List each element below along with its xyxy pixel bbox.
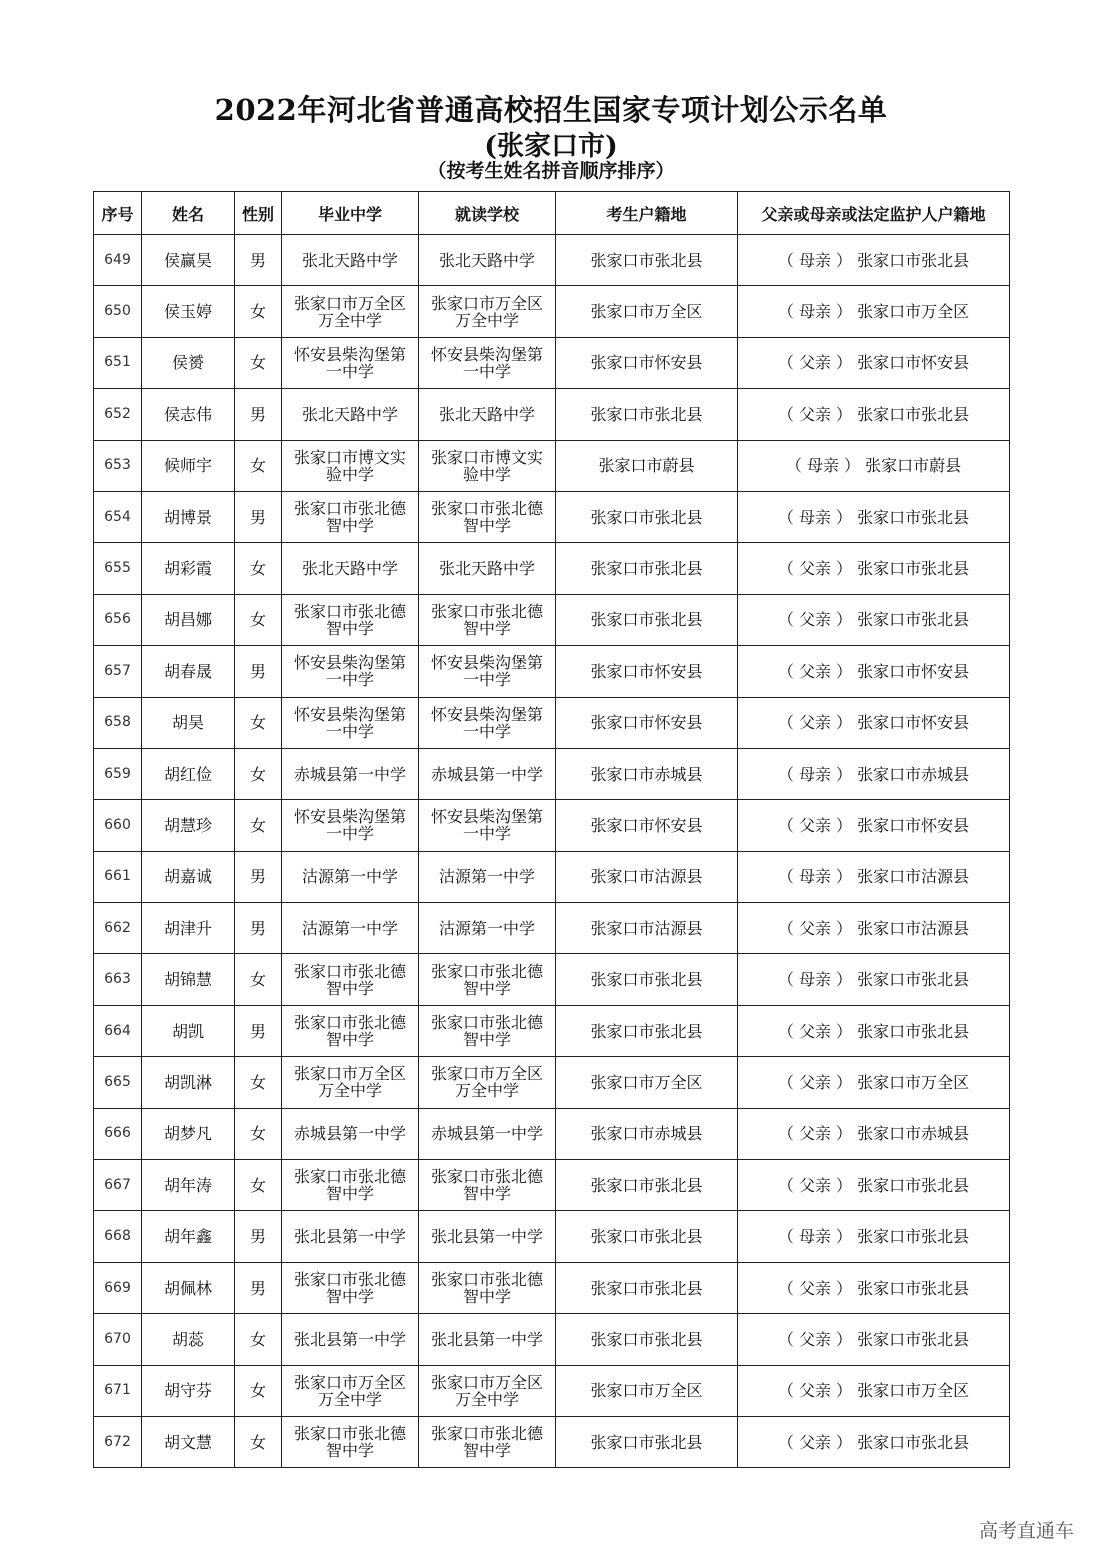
seq-cell: 664 [94, 1005, 142, 1056]
residence-cell: 张家口市怀安县 [556, 337, 738, 388]
graduated-school-cell: 怀安县柴沟堡第一中学 [282, 697, 419, 748]
table-row [94, 1314, 1010, 1365]
table-row [94, 389, 1010, 440]
gender-cell: 女 [235, 286, 282, 337]
name-cell: 胡守芬 [142, 1365, 235, 1416]
graduated-school-cell: 怀安县柴沟堡第一中学 [282, 337, 419, 388]
gender-cell: 女 [235, 337, 282, 388]
residence-cell: 张家口市张北县 [556, 594, 738, 645]
graduated-school-cell: 张家口市万全区万全中学 [282, 1365, 419, 1416]
table-row [94, 1057, 1010, 1108]
current-school-cell: 张家口市张北德智中学 [419, 1416, 556, 1467]
watermark-text: 高考直通车 [978, 1520, 1074, 1542]
residence-cell: 张家口市张北县 [556, 1211, 738, 1262]
gender-cell: 女 [235, 440, 282, 491]
table-row [94, 1211, 1010, 1262]
residence-cell: 张家口市怀安县 [556, 646, 738, 697]
guardian-residence-cell: （ 父亲 ） 张家口市张北县 [738, 543, 1010, 594]
graduated-school-cell: 张家口市张北德智中学 [282, 1416, 419, 1467]
graduated-school-cell: 张家口市张北德智中学 [282, 1262, 419, 1313]
table-row [94, 1416, 1010, 1467]
residence-cell: 张家口市赤城县 [556, 1108, 738, 1159]
table-body [94, 235, 1010, 1468]
name-cell: 胡锦慧 [142, 954, 235, 1005]
guardian-residence-cell: （ 母亲 ） 张家口市万全区 [738, 286, 1010, 337]
guardian-residence-cell: （ 父亲 ） 张家口市张北县 [738, 594, 1010, 645]
graduated-school-cell: 沽源第一中学 [282, 903, 419, 954]
name-cell: 候师宇 [142, 440, 235, 491]
current-school-cell: 张北县第一中学 [419, 1211, 556, 1262]
graduated-school-cell: 张北县第一中学 [282, 1211, 419, 1262]
graduated-school-cell: 怀安县柴沟堡第一中学 [282, 800, 419, 851]
guardian-residence-cell: （ 父亲 ） 张家口市沽源县 [738, 903, 1010, 954]
graduated-school-cell: 张北县第一中学 [282, 1314, 419, 1365]
name-cell: 胡春晟 [142, 646, 235, 697]
gender-cell: 女 [235, 1108, 282, 1159]
column-header-gender: 性别 [235, 192, 282, 235]
name-cell: 胡昊 [142, 697, 235, 748]
name-cell: 侯志伟 [142, 389, 235, 440]
graduated-school-cell: 张家口市万全区万全中学 [282, 1057, 419, 1108]
name-cell: 侯赢昊 [142, 235, 235, 286]
graduated-school-cell: 沽源第一中学 [282, 851, 419, 902]
current-school-cell: 张家口市博文实验中学 [419, 440, 556, 491]
table-row [94, 337, 1010, 388]
seq-cell: 661 [94, 851, 142, 902]
current-school-cell: 沽源第一中学 [419, 903, 556, 954]
guardian-residence-cell: （ 父亲 ） 张家口市张北县 [738, 389, 1010, 440]
current-school-cell: 张北天路中学 [419, 389, 556, 440]
table-row [94, 1005, 1010, 1056]
table-row [94, 903, 1010, 954]
name-cell: 胡文慧 [142, 1416, 235, 1467]
residence-cell: 张家口市怀安县 [556, 697, 738, 748]
residence-cell: 张家口市万全区 [556, 1057, 738, 1108]
table-row [94, 543, 1010, 594]
seq-cell: 672 [94, 1416, 142, 1467]
name-cell: 胡凯 [142, 1005, 235, 1056]
column-header-graduated-school: 毕业中学 [282, 192, 419, 235]
seq-cell: 671 [94, 1365, 142, 1416]
current-school-cell: 张家口市张北德智中学 [419, 594, 556, 645]
table-row [94, 954, 1010, 1005]
residence-cell: 张家口市张北县 [556, 543, 738, 594]
seq-cell: 666 [94, 1108, 142, 1159]
current-school-cell: 怀安县柴沟堡第一中学 [419, 337, 556, 388]
residence-cell: 张家口市怀安县 [556, 800, 738, 851]
table-row [94, 851, 1010, 902]
seq-cell: 658 [94, 697, 142, 748]
table-row [94, 646, 1010, 697]
name-cell: 胡年涛 [142, 1160, 235, 1211]
gender-cell: 男 [235, 1005, 282, 1056]
admission-roster-table [93, 191, 1010, 1468]
seq-cell: 670 [94, 1314, 142, 1365]
name-cell: 侯玉婷 [142, 286, 235, 337]
name-cell: 胡凯淋 [142, 1057, 235, 1108]
residence-cell: 张家口市沽源县 [556, 851, 738, 902]
guardian-residence-cell: （ 父亲 ） 张家口市张北县 [738, 1160, 1010, 1211]
residence-cell: 张家口市张北县 [556, 491, 738, 542]
guardian-residence-cell: （ 父亲 ） 张家口市怀安县 [738, 800, 1010, 851]
table-row [94, 286, 1010, 337]
gender-cell: 女 [235, 954, 282, 1005]
seq-cell: 650 [94, 286, 142, 337]
table-row [94, 440, 1010, 491]
graduated-school-cell: 张家口市张北德智中学 [282, 491, 419, 542]
name-cell: 胡蕊 [142, 1314, 235, 1365]
guardian-residence-cell: （ 父亲 ） 张家口市万全区 [738, 1057, 1010, 1108]
guardian-residence-cell: （ 父亲 ） 张家口市怀安县 [738, 697, 1010, 748]
graduated-school-cell: 张北天路中学 [282, 389, 419, 440]
graduated-school-cell: 张家口市张北德智中学 [282, 1005, 419, 1056]
name-cell: 胡博景 [142, 491, 235, 542]
name-cell: 胡彩霞 [142, 543, 235, 594]
column-header-current-school: 就读学校 [419, 192, 556, 235]
graduated-school-cell: 赤城县第一中学 [282, 748, 419, 799]
table-row [94, 1262, 1010, 1313]
current-school-cell: 张家口市万全区万全中学 [419, 286, 556, 337]
gender-cell: 男 [235, 491, 282, 542]
current-school-cell: 张家口市张北德智中学 [419, 1005, 556, 1056]
gender-cell: 男 [235, 851, 282, 902]
guardian-residence-cell: （ 父亲 ） 张家口市张北县 [738, 1262, 1010, 1313]
guardian-residence-cell: （ 母亲 ） 张家口市赤城县 [738, 748, 1010, 799]
seq-cell: 662 [94, 903, 142, 954]
seq-cell: 654 [94, 491, 142, 542]
current-school-cell: 怀安县柴沟堡第一中学 [419, 800, 556, 851]
table-row [94, 1108, 1010, 1159]
current-school-cell: 张北天路中学 [419, 543, 556, 594]
current-school-cell: 张北天路中学 [419, 235, 556, 286]
current-school-cell: 怀安县柴沟堡第一中学 [419, 697, 556, 748]
residence-cell: 张家口市张北县 [556, 1314, 738, 1365]
table-row [94, 1365, 1010, 1416]
graduated-school-cell: 张家口市张北德智中学 [282, 954, 419, 1005]
residence-cell: 张家口市张北县 [556, 235, 738, 286]
gender-cell: 男 [235, 1211, 282, 1262]
seq-cell: 652 [94, 389, 142, 440]
guardian-residence-cell: （ 母亲 ） 张家口市张北县 [738, 235, 1010, 286]
name-cell: 胡嘉诚 [142, 851, 235, 902]
name-cell: 胡昌娜 [142, 594, 235, 645]
residence-cell: 张家口市张北县 [556, 389, 738, 440]
table-row [94, 594, 1010, 645]
residence-cell: 张家口市万全区 [556, 286, 738, 337]
table-row [94, 1160, 1010, 1211]
column-header-residence: 考生户籍地 [556, 192, 738, 235]
residence-cell: 张家口市张北县 [556, 1160, 738, 1211]
current-school-cell: 沽源第一中学 [419, 851, 556, 902]
gender-cell: 女 [235, 1416, 282, 1467]
current-school-cell: 张北县第一中学 [419, 1314, 556, 1365]
table-row [94, 491, 1010, 542]
residence-cell: 张家口市张北县 [556, 1416, 738, 1467]
seq-cell: 668 [94, 1211, 142, 1262]
seq-cell: 656 [94, 594, 142, 645]
seq-cell: 660 [94, 800, 142, 851]
city-subtitle: (张家口市) [484, 131, 618, 162]
seq-cell: 669 [94, 1262, 142, 1313]
name-cell: 胡津升 [142, 903, 235, 954]
guardian-residence-cell: （ 母亲 ） 张家口市张北县 [738, 954, 1010, 1005]
gender-cell: 女 [235, 1314, 282, 1365]
table-row [94, 800, 1010, 851]
residence-cell: 张家口市张北县 [556, 1005, 738, 1056]
table-row [94, 748, 1010, 799]
gender-cell: 女 [235, 1160, 282, 1211]
graduated-school-cell: 张家口市万全区万全中学 [282, 286, 419, 337]
current-school-cell: 张家口市张北德智中学 [419, 954, 556, 1005]
name-cell: 胡慧珍 [142, 800, 235, 851]
column-header-seq: 序号 [94, 192, 142, 235]
page-title: 2022年河北省普通高校招生国家专项计划公示名单 [214, 93, 888, 127]
guardian-residence-cell: （ 父亲 ） 张家口市赤城县 [738, 1108, 1010, 1159]
gender-cell: 男 [235, 1262, 282, 1313]
gender-cell: 男 [235, 903, 282, 954]
residence-cell: 张家口市万全区 [556, 1365, 738, 1416]
current-school-cell: 怀安县柴沟堡第一中学 [419, 646, 556, 697]
seq-cell: 663 [94, 954, 142, 1005]
gender-cell: 女 [235, 1057, 282, 1108]
guardian-residence-cell: （ 父亲 ） 张家口市张北县 [738, 1314, 1010, 1365]
column-header-guardian-residence: 父亲或母亲或法定监护人户籍地 [738, 192, 1010, 235]
current-school-cell: 张家口市万全区万全中学 [419, 1057, 556, 1108]
current-school-cell: 张家口市张北德智中学 [419, 1160, 556, 1211]
graduated-school-cell: 张家口市张北德智中学 [282, 594, 419, 645]
table-header-row [94, 192, 1010, 235]
residence-cell: 张家口市赤城县 [556, 748, 738, 799]
guardian-residence-cell: （ 父亲 ） 张家口市张北县 [738, 1005, 1010, 1056]
sort-note: （按考生姓名拼音顺序排序） [427, 160, 675, 182]
guardian-residence-cell: （ 母亲 ） 张家口市张北县 [738, 1211, 1010, 1262]
seq-cell: 653 [94, 440, 142, 491]
graduated-school-cell: 怀安县柴沟堡第一中学 [282, 646, 419, 697]
seq-cell: 649 [94, 235, 142, 286]
gender-cell: 女 [235, 697, 282, 748]
name-cell: 侯赟 [142, 337, 235, 388]
guardian-residence-cell: （ 父亲 ） 张家口市张北县 [738, 1416, 1010, 1467]
graduated-school-cell: 张北天路中学 [282, 543, 419, 594]
name-cell: 胡红俭 [142, 748, 235, 799]
graduated-school-cell: 张家口市博文实验中学 [282, 440, 419, 491]
current-school-cell: 张家口市张北德智中学 [419, 1262, 556, 1313]
column-header-name: 姓名 [142, 192, 235, 235]
residence-cell: 张家口市张北县 [556, 954, 738, 1005]
gender-cell: 男 [235, 646, 282, 697]
seq-cell: 659 [94, 748, 142, 799]
gender-cell: 男 [235, 235, 282, 286]
seq-cell: 651 [94, 337, 142, 388]
current-school-cell: 赤城县第一中学 [419, 1108, 556, 1159]
gender-cell: 女 [235, 800, 282, 851]
table-row [94, 697, 1010, 748]
gender-cell: 女 [235, 543, 282, 594]
gender-cell: 女 [235, 748, 282, 799]
seq-cell: 667 [94, 1160, 142, 1211]
graduated-school-cell: 张北天路中学 [282, 235, 419, 286]
guardian-residence-cell: （ 母亲 ） 张家口市蔚县 [738, 440, 1010, 491]
seq-cell: 657 [94, 646, 142, 697]
guardian-residence-cell: （ 父亲 ） 张家口市怀安县 [738, 646, 1010, 697]
residence-cell: 张家口市蔚县 [556, 440, 738, 491]
residence-cell: 张家口市张北县 [556, 1262, 738, 1313]
name-cell: 胡佩林 [142, 1262, 235, 1313]
guardian-residence-cell: （ 父亲 ） 张家口市怀安县 [738, 337, 1010, 388]
gender-cell: 女 [235, 1365, 282, 1416]
table-row [94, 235, 1010, 286]
residence-cell: 张家口市沽源县 [556, 903, 738, 954]
current-school-cell: 赤城县第一中学 [419, 748, 556, 799]
seq-cell: 655 [94, 543, 142, 594]
seq-cell: 665 [94, 1057, 142, 1108]
gender-cell: 男 [235, 389, 282, 440]
current-school-cell: 张家口市张北德智中学 [419, 491, 556, 542]
gender-cell: 女 [235, 594, 282, 645]
guardian-residence-cell: （ 母亲 ） 张家口市张北县 [738, 491, 1010, 542]
graduated-school-cell: 赤城县第一中学 [282, 1108, 419, 1159]
graduated-school-cell: 张家口市张北德智中学 [282, 1160, 419, 1211]
name-cell: 胡年鑫 [142, 1211, 235, 1262]
guardian-residence-cell: （ 父亲 ） 张家口市万全区 [738, 1365, 1010, 1416]
current-school-cell: 张家口市万全区万全中学 [419, 1365, 556, 1416]
guardian-residence-cell: （ 母亲 ） 张家口市沽源县 [738, 851, 1010, 902]
name-cell: 胡梦凡 [142, 1108, 235, 1159]
